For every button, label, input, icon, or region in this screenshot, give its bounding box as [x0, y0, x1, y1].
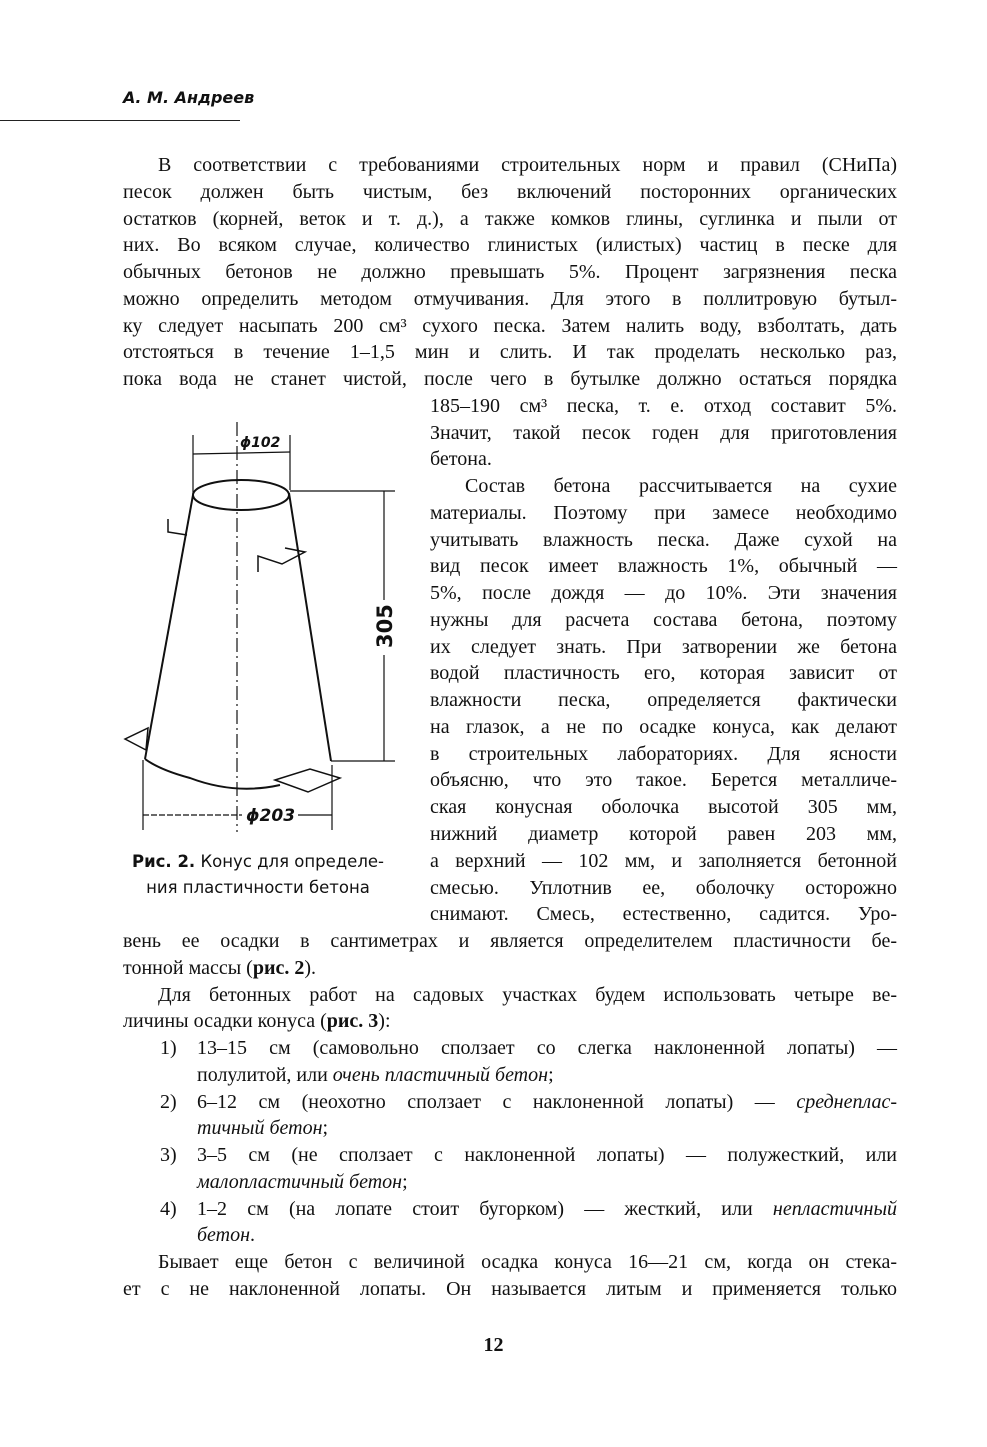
text-run: пока вода не станет чистой, после чего в бутылке должно остаться порядка [123, 368, 897, 391]
text-run: полулитой, или [197, 1063, 333, 1086]
figure-caption [118, 849, 398, 901]
figure-reference: рис. 2 [252, 956, 305, 979]
text-run: нужны для расчета состава бетона, поэтому [430, 608, 897, 631]
text-line [197, 1035, 897, 1061]
caption-line-2: ния пластичности бетона [146, 878, 370, 897]
text-run: 185–190 см³ песка, т. е. отход составит 5%. [430, 394, 897, 417]
text-run: отстояться в течение 1–1,5 мин и слить. И так проделать несколько раз, [123, 341, 897, 364]
top-dimension-line [193, 452, 290, 454]
text-line [430, 446, 897, 472]
text-line [123, 232, 897, 258]
text-run: 1–2 см (на лопате стоит бугорком) — жесткий, или [197, 1197, 773, 1220]
text-run: Для бетонных работ на садовых участках будем использовать четыре ве- [158, 983, 897, 1006]
text-line [430, 634, 897, 660]
text-run: Состав бетона рассчитывается на сухие [465, 475, 897, 498]
text-line [123, 286, 897, 312]
emphasis-text: среднеплас- [796, 1090, 897, 1113]
text-line [197, 1142, 897, 1168]
text-run: 6–12 см (неохотно сползает с наклоненной лопаты) — [197, 1090, 797, 1113]
text-run: материалы. Поэтому при замесе необходимо [430, 501, 897, 524]
text-run: смесью. Уплотнив ее, оболочку осторожно [430, 876, 897, 899]
text-run: них. Во всяком случае, количество глинистых (илистых) частиц в песке для [123, 234, 897, 257]
cone-top-ellipse [193, 480, 289, 510]
text-run: ): [378, 1010, 391, 1033]
text-line [158, 982, 897, 1008]
caption-line-1: Конус для определе- [200, 852, 384, 871]
figure-reference: рис. 3 [326, 1010, 379, 1033]
cone-right-edge [289, 493, 331, 761]
text-run: бетона. [430, 448, 492, 471]
text-run: можно определить методом отмучивания. Для этого в поллитровую бутыл- [123, 287, 897, 310]
text-line [430, 794, 897, 820]
text-line [430, 714, 897, 740]
text-line [123, 313, 897, 339]
text-line [430, 741, 897, 767]
text-line [158, 152, 897, 178]
text-line [197, 1089, 897, 1115]
text-run: ку следует насыпать 200 см³ сухого песка. Затем налить воду, взболтать, дать [123, 314, 897, 337]
text-run: в строительных лабораториях. Для ясности [430, 742, 897, 765]
figure-label: Рис. 2. [132, 852, 196, 871]
emphasis-text: очень пластичный бетон [332, 1063, 549, 1086]
text-line [430, 660, 897, 686]
text-line [465, 473, 897, 499]
text-line [197, 1169, 897, 1195]
emphasis-text: малопластичный бетон [197, 1170, 403, 1193]
text-run: В соответствии с требованиями строительных норм и правил (СНиПа) [158, 154, 897, 176]
cone-figure [110, 420, 410, 840]
text-run: ; [548, 1063, 554, 1086]
text-line [158, 1249, 897, 1275]
text-line [197, 1115, 897, 1141]
text-run: ; [402, 1170, 408, 1193]
text-run: 13–15 см (самовольно сползает со слегка наклоненной лопаты) — [197, 1037, 897, 1060]
text-line [123, 928, 897, 954]
text-run: ская конусная оболочка высотой 305 мм, [430, 796, 897, 819]
emphasis-text: бетон [197, 1224, 251, 1247]
text-run: тонной массы ( [123, 956, 253, 979]
cone-bottom-edge [145, 759, 280, 789]
list-number: 3) [160, 1144, 177, 1167]
text-line [430, 420, 897, 446]
text-line [123, 179, 897, 205]
text-run: влажности песка, определяется фактически [430, 689, 897, 712]
text-run: 3–5 см (не сползает с наклоненной лопаты) — полужесткий, или [197, 1144, 897, 1167]
text-run: обычных бетонов не должно превышать 5%. Процент загрязнения песка [123, 261, 897, 284]
text-run: ; [322, 1117, 329, 1140]
text-run: вид песок имеет влажность 1%, обычный — [430, 555, 897, 578]
handle-left-top [168, 519, 187, 535]
text-run: а верхний — 102 мм, и заполняется бетонной [430, 849, 897, 872]
text-run: Бывает еще бетон с величиной осадка конуса 16—21 см, когда он стека- [158, 1251, 897, 1274]
text-run: на глазок, а не по осадке конуса, как делают [430, 715, 897, 738]
text-line [430, 875, 897, 901]
text-line [430, 580, 897, 606]
text-line [123, 1276, 897, 1302]
text-line [123, 955, 897, 981]
header-rule [0, 120, 240, 121]
handle-left-bottom [125, 728, 148, 750]
text-line [430, 767, 897, 793]
text-line [123, 1008, 897, 1034]
dim-height-label: 305 [373, 604, 397, 648]
text-line [430, 821, 897, 847]
text-run: ). [304, 956, 317, 979]
text-run: снимают. Смесь, естественно, садится. Уро- [430, 903, 897, 926]
text-run: водой пластичность его, которая зависит от [430, 662, 897, 685]
text-line [123, 206, 897, 232]
text-line [123, 259, 897, 285]
text-line [123, 339, 897, 365]
text-line [430, 607, 897, 633]
text-run: Значит, такой песок годен для приготовления [430, 421, 897, 444]
text-run: объясню, что это такое. Берется металличе- [430, 769, 897, 792]
emphasis-text: непластичный [772, 1197, 897, 1220]
text-run: нижний диаметр которой равен 203 мм, [430, 823, 897, 845]
text-run: личины осадки конуса ( [123, 1010, 327, 1033]
list-number: 1) [160, 1037, 177, 1060]
text-line [197, 1196, 897, 1222]
text-line [197, 1062, 897, 1088]
text-line [430, 901, 897, 927]
text-run: учитывать влажность песка. Даже сухой на [430, 528, 897, 551]
text-line [430, 500, 897, 526]
text-line [430, 553, 897, 579]
running-header-author: А. М. Андреев [123, 88, 255, 107]
text-run: ет с не наклоненной лопаты. Он называется литым и применяется только [123, 1277, 897, 1300]
text-line [430, 393, 897, 419]
text-line [197, 1222, 897, 1248]
page-number: 12 [483, 1334, 504, 1356]
dim-bottom-label: ϕ203 [246, 806, 296, 826]
foot-step [275, 769, 340, 792]
text-run: 5%, после дождя — до 10%. Эти значения [430, 582, 897, 605]
dim-top-label: ϕ102 [240, 435, 281, 451]
emphasis-text: тичный бетон [197, 1117, 323, 1140]
text-line [430, 848, 897, 874]
text-run: остатков (корней, веток и т. д.), а также комков глины, суглинка и пыли от [123, 207, 897, 230]
list-number: 4) [160, 1197, 177, 1220]
text-run: песок должен быть чистым, без включений посторонних органических [123, 180, 897, 203]
text-line [123, 366, 897, 392]
text-line [430, 687, 897, 713]
text-run: . [250, 1224, 256, 1247]
text-run: их следует знать. При затворении же бетона [430, 635, 897, 658]
text-line [430, 527, 897, 553]
text-run: вень ее осадки в сантиметрах и является определителем пластичности бе- [123, 930, 897, 953]
list-number: 2) [160, 1090, 177, 1113]
